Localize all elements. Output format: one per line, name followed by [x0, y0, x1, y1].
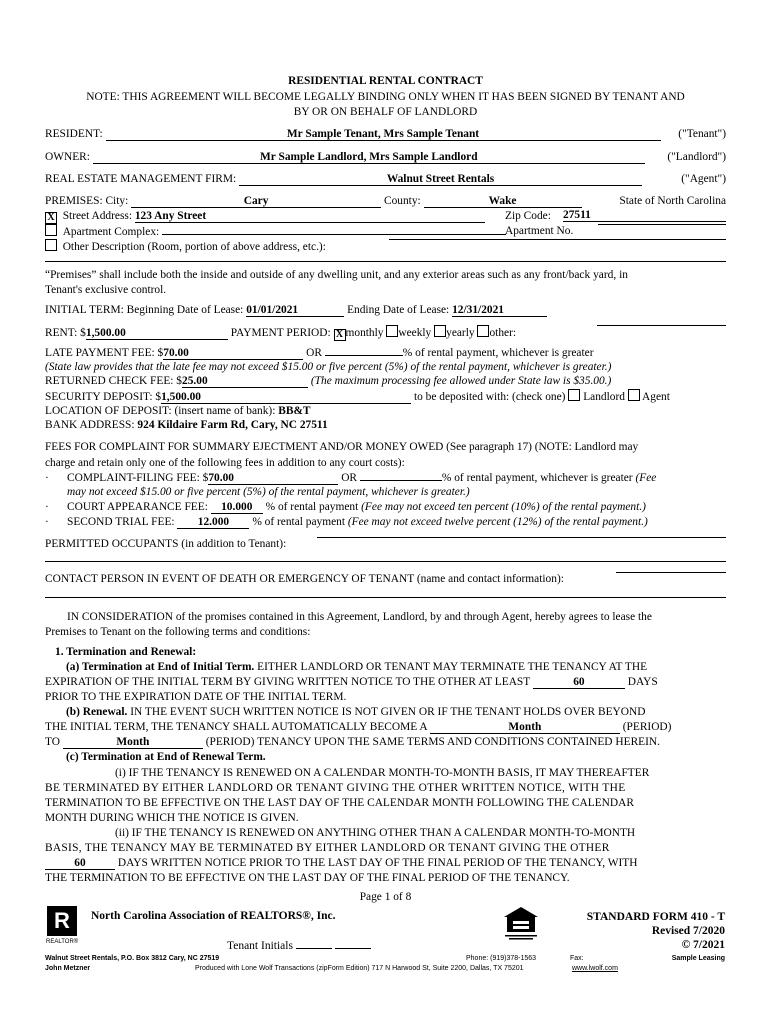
termination-a-line-3: PRIOR TO THE EXPIRATION DATE OF THE INITIAL TERM. — [45, 691, 347, 703]
form-info — [587, 910, 725, 952]
other-description-field[interactable] — [389, 239, 726, 240]
second-trial-row: · SECOND TRIAL FEE: 12.000 % of rental payment (Fee may not exceed twelve percent (12%) of the rental payment.) — [45, 516, 648, 528]
tenant-initials-field-2[interactable] — [335, 948, 371, 949]
zip-code-field[interactable]: 27511 — [563, 209, 726, 222]
renewal-c-i-line-4: MONTH DURING WHICH THE NOTICE IS GIVEN. — [45, 812, 299, 824]
permitted-occupants-line-2 — [45, 552, 726, 566]
premises-definition-line-1: “Premises” shall include both the inside and outside of any dwelling unit, and any exterior areas such as any front/back yard, in — [45, 269, 629, 281]
second-trial-field[interactable]: 12.000 — [177, 516, 249, 529]
apartment-number-field[interactable] — [598, 224, 726, 225]
lease-end-date-field[interactable]: 12/31/2021 — [452, 304, 547, 317]
consideration-line-1: IN CONSIDERATION of the promises contained in this Agreement, Landlord, by and through Agent, hereby agrees to lease the — [67, 611, 652, 623]
street-address-checkbox[interactable]: X — [45, 212, 57, 224]
management-firm-field[interactable]: Walnut Street Rentals — [239, 173, 642, 186]
apartment-complex-field[interactable] — [162, 234, 506, 235]
apartment-complex-row: Apartment Complex: Apartment No. — [45, 224, 726, 239]
emergency-contact-line-2 — [45, 588, 726, 602]
other-period-checkbox[interactable] — [477, 325, 489, 337]
agency-address: Walnut Street Rentals, P.O. Box 3812 Cary, NC 27519 — [45, 955, 220, 962]
renewal-b-line-3: TO Month (PERIOD) TENANCY UPON THE SAME TERMS AND CONDITIONS CONTAINED HEREIN. — [45, 736, 660, 748]
premises-city-row: PREMISES: City: Cary County: Wake State of North Carolina — [45, 195, 726, 207]
yearly-checkbox[interactable] — [434, 325, 446, 337]
other-period-field[interactable] — [597, 325, 726, 326]
renewal-c-i-line-2: BE TERMINATED BY EITHER LANDLORD OR TENANT GIVING THE OTHER WRITTEN NOTICE, WITH THE — [45, 782, 626, 794]
agency-phone: Phone: (919)378-1563 — [466, 955, 537, 962]
produced-with: Produced with Lone Wolf Transactions (zipForm Edition) 717 N Harwood St, Suite 2200, Dallas, TX 75201 — [195, 965, 524, 972]
management-firm-row: REAL ESTATE MANAGEMENT FIRM: Walnut Street Rentals ("Agent") — [45, 173, 726, 185]
deposit-bank-field[interactable]: BB&T — [278, 405, 311, 417]
association-name: North Carolina Association of REALTORS®, Inc. — [91, 910, 336, 922]
street-address-field[interactable]: 123 Any Street — [135, 210, 485, 223]
form-copyright: © 7/2021 — [681, 939, 725, 951]
security-deposit-row: SECURITY DEPOSIT: $1,500.00 to be deposited with: (check one) Landlord Agent — [45, 391, 670, 403]
notice-days-field[interactable]: 60 — [533, 676, 625, 689]
termination-a-line-2: EXPIRATION OF THE INITIAL TERM BY GIVING WRITTEN NOTICE TO THE OTHER AT LEAST 60 DAYS — [45, 676, 658, 688]
complaint-fee-field[interactable]: 70.00 — [208, 472, 338, 485]
realtor-logo-text: REALTOR® — [46, 939, 79, 945]
tenant-initials-field-1[interactable] — [296, 948, 332, 949]
complaint-fee-percent-field[interactable] — [360, 480, 442, 481]
late-fee-note: (State law provides that the late fee may not exceed $15.00 or five percent (5%) of the rental payment, whichever is greater.) — [45, 361, 612, 373]
rent-field[interactable]: 1,500.00 — [86, 327, 228, 340]
court-appearance-field[interactable]: 10.000 — [211, 501, 263, 514]
termination-c-heading: (c) Termination at End of Renewal Term. — [66, 751, 266, 763]
deposit-landlord-checkbox[interactable] — [568, 389, 580, 401]
document-title: RESIDENTIAL RENTAL CONTRACT — [288, 75, 483, 87]
emergency-contact-field-2[interactable] — [45, 597, 726, 598]
renewal-c-ii-line-2: BASIS, THE TENANCY MAY BE TERMINATED BY EITHER LANDLORD OR TENANT GIVING THE OTHER — [45, 842, 610, 854]
weekly-checkbox[interactable] — [386, 325, 398, 337]
permitted-occupants-field-2[interactable] — [45, 561, 726, 562]
renewal-c-ii-line-4: THE TERMINATION TO BE EFFECTIVE ON THE LAST DAY OF THE FINAL PERIOD OF THE TENANCY. — [45, 872, 570, 884]
security-deposit-field[interactable]: 1,500.00 — [161, 391, 411, 404]
renewal-period-field[interactable]: Month — [430, 721, 620, 734]
lease-begin-date-field[interactable]: 01/01/2021 — [246, 304, 344, 317]
bank-address-field[interactable]: 924 Kildaire Farm Rd, Cary, NC 27511 — [137, 419, 328, 431]
late-fee-percent-field[interactable] — [325, 355, 403, 356]
renewal-b-line-1: (b) Renewal. IN THE EVENT SUCH WRITTEN NOTICE IS NOT GIVEN OR IF THE TENANT HOLDS OVER BEYOND — [66, 706, 646, 718]
renewal-c-i-line-3: TERMINATION TO BE EFFECTIVE ON THE LAST DAY OF THE CALENDAR MONTH FOLLOWING THE CALENDAR — [45, 797, 634, 809]
street-address-row: X Street Address: 123 Any Street Zip Code: 27511 — [45, 209, 726, 224]
consideration-line-2: Premises to Tenant on the following terms and conditions: — [45, 626, 311, 638]
returned-check-fee-field[interactable]: 25.00 — [182, 375, 308, 388]
complaint-fee-row: · COMPLAINT-FILING FEE: $70.00 OR % of rental payment, whichever is greater (Fee — [45, 472, 657, 484]
agent-name: John Metzner — [45, 965, 91, 972]
other-description-field-2[interactable] — [45, 261, 726, 262]
other-description-checkbox[interactable] — [45, 239, 57, 251]
emergency-contact-row: CONTACT PERSON IN EVENT OF DEATH OR EMERGENCY OF TENANT (name and contact information): — [45, 572, 726, 586]
other-description-row: Other Description (Room, portion of above address, etc.): — [45, 239, 726, 254]
lwolf-link[interactable]: www.lwolf.com — [572, 965, 618, 972]
renewal-b-line-2: THE INITIAL TERM, THE TENANCY SHALL AUTOMATICALLY BECOME A Month (PERIOD) — [45, 721, 672, 733]
page-number: Page 1 of 8 — [359, 891, 412, 903]
realtor-logo-icon: R — [47, 906, 77, 936]
court-appearance-row: · COURT APPEARANCE FEE: 10.000 % of rental payment (Fee may not exceed ten percent (10%) of the rental payment.) — [45, 501, 646, 513]
equal-housing-icon — [501, 905, 541, 941]
fees-intro-line-2: charge and retain only one of the following fees in addition to any court costs): — [45, 457, 405, 469]
fees-intro-line-1: FEES FOR COMPLAINT FOR SUMMARY EJECTMENT AND/OR MONEY OWED (See paragraph 17) (NOTE: Landlord may — [45, 441, 639, 453]
deposit-agent-checkbox[interactable] — [628, 389, 640, 401]
termination-a-line-1: (a) Termination at End of Initial Term. EITHER LANDLORD OR TENANT MAY TERMINATE THE TENANCY AT THE — [66, 661, 648, 673]
emergency-contact-field[interactable] — [616, 572, 726, 573]
tenant-initials-row: Tenant Initials — [227, 940, 371, 952]
form-revised: Revised 7/2020 — [651, 925, 725, 937]
resident-field[interactable]: Mr Sample Tenant, Mrs Sample Tenant — [106, 128, 661, 141]
other-description-line-2 — [45, 252, 726, 266]
resident-row: RESIDENT: Mr Sample Tenant, Mrs Sample Tenant ("Tenant") — [45, 128, 726, 140]
renewal-period-field-2[interactable]: Month — [63, 736, 203, 749]
apartment-complex-checkbox[interactable] — [45, 224, 57, 236]
initial-term-row: INITIAL TERM: Beginning Date of Lease: 01/01/2021 Ending Date of Lease: 12/31/2021 — [45, 303, 726, 317]
binding-note-line-2: BY OR ON BEHALF OF LANDLORD — [293, 106, 478, 118]
binding-note-line-1: NOTE: THIS AGREEMENT WILL BECOME LEGALLY BINDING ONLY WHEN IT HAS BEEN SIGNED BY TENANT AND — [86, 91, 685, 103]
owner-field[interactable]: Mr Sample Landlord, Mrs Sample Landlord — [93, 151, 645, 164]
permitted-occupants-row: PERMITTED OCCUPANTS (in addition to Tenant): — [45, 537, 726, 551]
monthly-checkbox[interactable]: X — [334, 329, 346, 341]
bank-address-row: BANK ADDRESS: 924 Kildaire Farm Rd, Cary, NC 27511 — [45, 419, 328, 431]
sample-leasing: Sample Leasing — [671, 955, 725, 962]
county-field[interactable]: Wake — [424, 195, 582, 208]
late-fee-row: LATE PAYMENT FEE: $70.00 OR % of rental payment, whichever is greater — [45, 347, 594, 359]
late-fee-field[interactable]: 70.00 — [163, 347, 303, 360]
agency-fax: Fax: — [570, 955, 584, 962]
owner-row: OWNER: Mr Sample Landlord, Mrs Sample Landlord ("Landlord") — [45, 151, 726, 163]
returned-check-row: RETURNED CHECK FEE: $25.00 (The maximum processing fee allowed under State law is $35.00.) — [45, 375, 612, 387]
rent-row: RENT: $1,500.00 PAYMENT PERIOD: X monthly weekly yearly other: — [45, 325, 726, 341]
renewal-c-i-line-1: (i) IF THE TENANCY IS RENEWED ON A CALENDAR MONTH-TO-MONTH BASIS, IT MAY THEREAFTER — [115, 767, 650, 779]
renewal-c-ii-line-1: (ii) IF THE TENANCY IS RENEWED ON ANYTHING OTHER THAN A CALENDAR MONTH-TO-MONTH — [115, 827, 636, 839]
section-1-heading: 1. Termination and Renewal: — [55, 646, 197, 658]
premises-definition-line-2: Tenant's exclusive control. — [45, 284, 167, 296]
renewal-c-ii-line-3: 60 DAYS WRITTEN NOTICE PRIOR TO THE LAST DAY OF THE FINAL PERIOD OF THE TENANCY, WITH — [45, 856, 726, 870]
final-period-days-field[interactable]: 60 — [45, 857, 115, 870]
deposit-location-row: LOCATION OF DEPOSIT: (insert name of bank): BB&T — [45, 405, 311, 417]
permitted-occupants-field[interactable] — [317, 537, 726, 538]
form-number: STANDARD FORM 410 - T — [586, 911, 725, 923]
city-field[interactable]: Cary — [131, 195, 381, 208]
complaint-fee-note: may not exceed $15.00 or five percent (5%) of the rental payment, whichever is greater.) — [67, 486, 470, 498]
